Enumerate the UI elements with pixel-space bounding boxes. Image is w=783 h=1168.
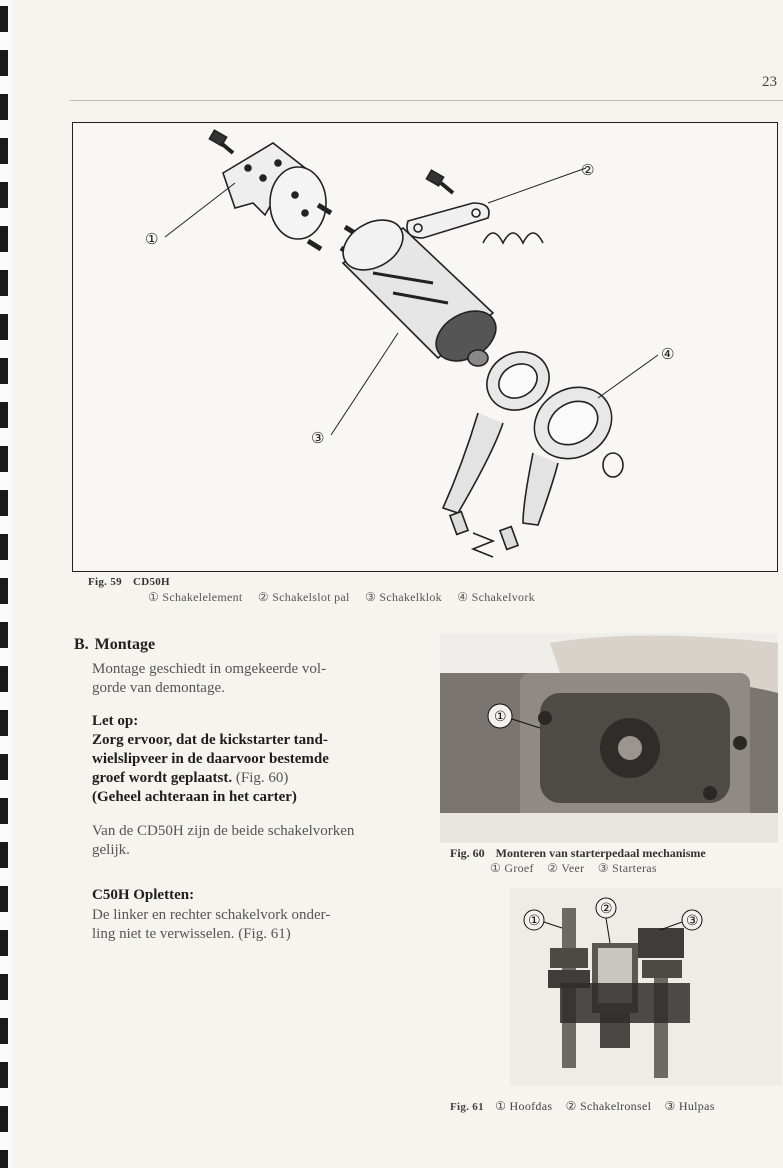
note-line: Zorg ervoor, dat de kickstarter tand- xyxy=(92,732,328,748)
note-line: wielslipveer in de daarvoor bestemde xyxy=(92,751,329,767)
fig60-callout-1: ① xyxy=(494,709,507,725)
section-heading xyxy=(74,636,161,654)
binding-hole xyxy=(0,842,8,868)
binding-hole xyxy=(0,710,8,736)
binding-hole xyxy=(0,402,8,428)
fig61-part-1: ① Hoofdas xyxy=(495,1099,553,1113)
figure-59-drawing xyxy=(72,122,778,572)
binding-hole xyxy=(0,1018,8,1044)
binding-hole xyxy=(0,446,8,472)
fig61-callout-3: ③ xyxy=(686,913,699,929)
cd50h-line: Van de CD50H zijn de beide schakelvorken xyxy=(92,823,355,839)
figure-61-caption xyxy=(450,1099,725,1114)
section-letter: B. xyxy=(74,636,89,653)
fig59-callout-2: ② xyxy=(581,161,595,179)
binding-hole xyxy=(0,666,8,692)
fig59-part-3: ③ Schakelklok xyxy=(365,590,442,604)
fig59-callout-3: ③ xyxy=(311,429,325,447)
binding-hole xyxy=(0,930,8,956)
binding-hole xyxy=(0,622,8,648)
cd50h-paragraph xyxy=(92,822,354,860)
c50h-line: ling niet te verwisselen. (Fig. 61) xyxy=(92,926,291,942)
binding-hole xyxy=(0,138,8,164)
header-rule xyxy=(70,100,783,101)
fig59-part-4: ④ Schakelvork xyxy=(457,590,535,604)
binding-hole xyxy=(0,490,8,516)
fig60-part-2: ② Veer xyxy=(547,861,585,875)
fig61-callout-1: ① xyxy=(528,913,541,929)
fig60-part-1: ① Groef xyxy=(490,861,534,875)
binding-hole xyxy=(0,534,8,560)
fig61-part-2: ② Schakelronsel xyxy=(565,1099,652,1113)
binding-hole xyxy=(0,754,8,780)
spiral-binding xyxy=(0,0,12,1168)
binding-hole xyxy=(0,314,8,340)
fig59-part-1: ① Schakelelement xyxy=(148,590,243,604)
intro-line: gorde van demontage. xyxy=(92,680,225,696)
binding-hole xyxy=(0,226,8,252)
figure-59-model: CD50H xyxy=(132,576,170,588)
binding-hole xyxy=(0,6,8,32)
figure-60-label: Fig. 60 xyxy=(450,846,485,860)
fig59-callout-1: ① xyxy=(145,230,159,248)
cd50h-line: gelijk. xyxy=(92,842,130,858)
fig61-part-3: ③ Hulpas xyxy=(664,1099,715,1113)
intro-line: Montage geschiedt in omgekeerde vol- xyxy=(92,661,327,677)
screw-top-left xyxy=(209,130,233,153)
intro-paragraph xyxy=(92,660,326,698)
binding-hole xyxy=(0,358,8,384)
binding-hole xyxy=(0,1062,8,1088)
binding-hole xyxy=(0,270,8,296)
figure-60-caption xyxy=(450,846,714,876)
binding-hole xyxy=(0,182,8,208)
binding-hole xyxy=(0,50,8,76)
figure-59-caption xyxy=(88,576,547,605)
fig61-callout-2: ② xyxy=(600,901,613,917)
note-figure-ref: (Fig. 60) xyxy=(235,770,289,786)
note-block xyxy=(92,712,329,807)
note-line: groef wordt geplaatst. xyxy=(92,770,233,786)
fig59-part-2: ② Schakelslot pal xyxy=(257,590,350,604)
fig59-callout-4: ④ xyxy=(661,345,675,363)
section-title: Montage xyxy=(94,636,156,653)
note-heading: Let op: xyxy=(92,713,139,729)
fig60-part-3: ③ Starteras xyxy=(597,861,657,875)
figure-61-photo xyxy=(510,888,782,1086)
binding-hole xyxy=(0,886,8,912)
note-last-line: (Geheel achteraan in het carter) xyxy=(92,789,297,805)
binding-hole xyxy=(0,94,8,120)
figure-60-title: Monteren van starterpedaal mechanisme xyxy=(495,846,706,860)
binding-hole xyxy=(0,1106,8,1132)
c50h-paragraph xyxy=(92,906,330,944)
c50h-heading: C50H Opletten: xyxy=(92,887,195,903)
page-number: 23 xyxy=(762,74,777,90)
binding-hole xyxy=(0,974,8,1000)
c50h-line: De linker en rechter schakelvork onder- xyxy=(92,907,331,923)
figure-59-label: Fig. 59 xyxy=(88,576,122,588)
figure-60-photo xyxy=(440,633,778,843)
exploded-shift-drum-illustration xyxy=(73,123,779,573)
binding-hole xyxy=(0,578,8,604)
figure-61-label: Fig. 61 xyxy=(450,1101,484,1113)
binding-hole xyxy=(0,798,8,824)
binding-hole xyxy=(0,1150,8,1168)
